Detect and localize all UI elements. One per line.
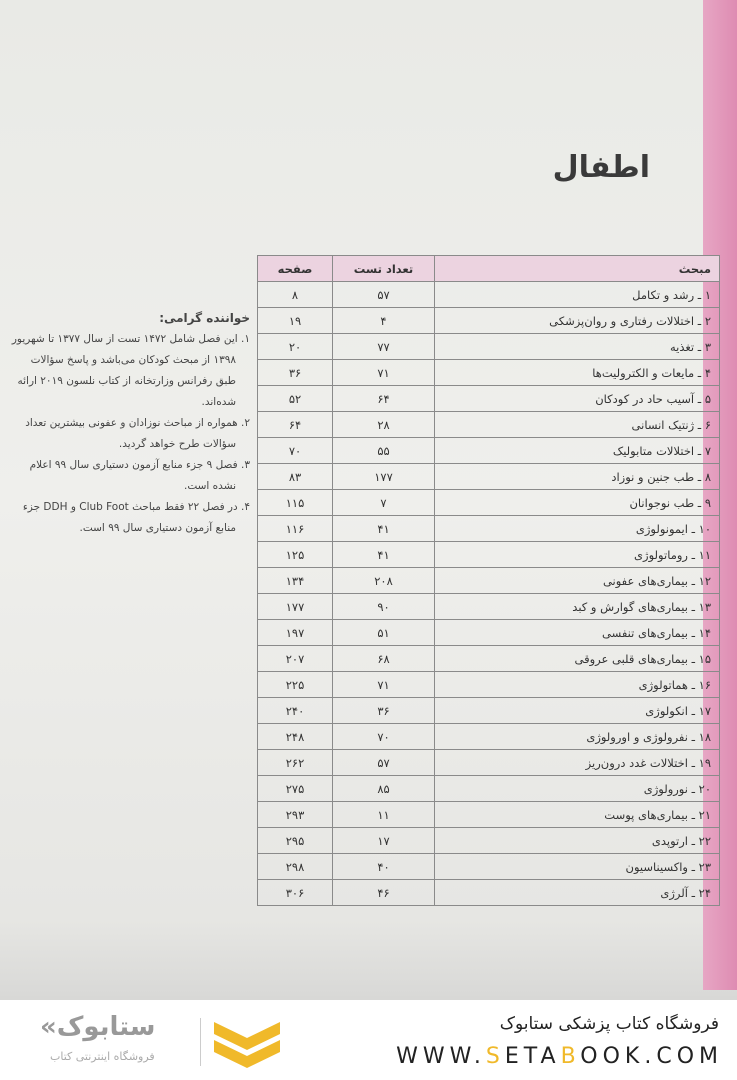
cell-topic: ۱۶ ـ هماتولوژی [435,672,720,698]
cell-topic: ۲۳ ـ واکسیناسیون [435,854,720,880]
table-row [258,698,720,724]
cell-topic: ۱۴ ـ بیماری‌های تنفسی [435,620,720,646]
cell-topic: ۱۲ ـ بیماری‌های عفونی [435,568,720,594]
table-row [258,854,720,880]
store-url[interactable]: WWW.SETABOOK.COM [396,1044,723,1069]
setabook-logo[interactable] [40,1012,290,1072]
cell-count: ۱۱ [333,802,435,828]
table-row [258,880,720,906]
table-row [258,334,720,360]
cell-topic: ۱۸ ـ نفرولوژی و اورولوژی [435,724,720,750]
cell-count: ۴۶ [333,880,435,906]
cell-count: ۴۱ [333,516,435,542]
table-row [258,802,720,828]
cell-topic: ۲۰ ـ نورولوژی [435,776,720,802]
contents-table [257,255,720,906]
cell-page: ۲۹۳ [258,802,333,828]
cell-count: ۷۱ [333,360,435,386]
cell-page: ۸ [258,282,333,308]
table-header [258,256,720,282]
table-row [258,360,720,386]
cell-page: ۱۹ [258,308,333,334]
cell-count: ۴۱ [333,542,435,568]
cell-count: ۱۷ [333,828,435,854]
cell-count: ۵۵ [333,438,435,464]
cell-page: ۸۳ [258,464,333,490]
table-row [258,282,720,308]
table-row [258,594,720,620]
cell-count: ۹۰ [333,594,435,620]
cell-topic: ۳ ـ تغذیه [435,334,720,360]
note-line: ۲. همواره از مباحث نوزادان و عفونی بیشترین تعداد [25,417,250,429]
cell-page: ۱۱۵ [258,490,333,516]
cell-topic: ۱۹ ـ اختلالات غدد درون‌ریز [435,750,720,776]
cell-count: ۳۶ [333,698,435,724]
cell-count: ۶۸ [333,646,435,672]
cell-page: ۵۲ [258,386,333,412]
logo-divider [200,1018,201,1066]
cell-page: ۲۷۵ [258,776,333,802]
cell-topic: ۱۵ ـ بیماری‌های قلبی عروقی [435,646,720,672]
cell-page: ۱۳۴ [258,568,333,594]
cell-count: ۷۷ [333,334,435,360]
cell-count: ۷۰ [333,724,435,750]
cell-topic: ۲ ـ اختلالات رفتاری و روان‌پزشکی [435,308,720,334]
note-line: منابع آزمون دستیاری سال ۹۹ است. [79,522,236,534]
table-row [258,646,720,672]
table-row [258,724,720,750]
cell-count: ۵۷ [333,750,435,776]
note-line: ۱. این فصل شامل ۱۴۷۲ تست از سال ۱۳۷۷ تا شهریور [11,333,250,345]
cell-topic: ۱۰ ـ ایمونولوژی [435,516,720,542]
cell-topic: ۱۳ ـ بیماری‌های گوارش و کبد [435,594,720,620]
note-line: ۴. در فصل ۲۲ فقط مباحث Club Foot و DDH جزء [22,501,250,513]
table-row [258,516,720,542]
cell-page: ۲۲۵ [258,672,333,698]
cell-topic: ۹ ـ طب نوجوانان [435,490,720,516]
cell-page: ۲۰ [258,334,333,360]
cell-page: ۳۶ [258,360,333,386]
reader-notes [0,308,250,539]
cell-count: ۶۴ [333,386,435,412]
note-line: ۱۳۹۸ از مبحث کودکان می‌باشد و پاسخ سؤالات [30,354,236,366]
cell-page: ۱۷۷ [258,594,333,620]
cell-page: ۷۰ [258,438,333,464]
cell-page: ۲۹۸ [258,854,333,880]
table-row [258,412,720,438]
header-topic: مبحث [435,256,720,282]
logo-subtitle: فروشگاه اینترنتی کتاب [50,1050,155,1063]
cell-page: ۱۹۷ [258,620,333,646]
header-count: تعداد تست [333,256,435,282]
cell-page: ۲۴۰ [258,698,333,724]
chapter-title: اطفال [552,150,650,185]
chevron-logo-icon [212,1018,282,1068]
cell-topic: ۸ ـ طب جنین و نوزاد [435,464,720,490]
notes-heading: خواننده گرامی: [159,311,250,325]
table-row [258,828,720,854]
cell-page: ۲۹۵ [258,828,333,854]
cell-count: ۱۷۷ [333,464,435,490]
table-row [258,776,720,802]
footer-banner [0,1000,737,1080]
cell-topic: ۵ ـ آسیب حاد در کودکان [435,386,720,412]
logo-wordmark: «ستابوک [40,1012,156,1042]
cell-count: ۸۵ [333,776,435,802]
table-row [258,490,720,516]
note-line: طبق رفرانس وزارتخانه از کتاب نلسون ۲۰۱۹ ارائه [17,375,236,387]
cell-topic: ۲۲ ـ ارتوپدی [435,828,720,854]
cell-topic: ۱ ـ رشد و تکامل [435,282,720,308]
cell-page: ۱۱۶ [258,516,333,542]
table-row [258,568,720,594]
cell-count: ۴ [333,308,435,334]
table-row [258,464,720,490]
store-name: فروشگاه کتاب پزشکی ستابوک [499,1014,719,1034]
cell-topic: ۶ ـ ژنتیک انسانی [435,412,720,438]
table-row [258,620,720,646]
cell-count: ۵۱ [333,620,435,646]
cell-topic: ۲۱ ـ بیماری‌های پوست [435,802,720,828]
cell-count: ۲۰۸ [333,568,435,594]
cell-page: ۲۶۲ [258,750,333,776]
note-line: نشده است. [183,480,236,492]
header-page: صفحه [258,256,333,282]
cell-page: ۲۰۷ [258,646,333,672]
note-line: ۳. فصل ۹ جزء منابع آزمون دستیاری سال ۹۹ اعلام [29,459,250,471]
cell-topic: ۷ ـ اختلالات متابولیک [435,438,720,464]
cell-topic: ۱۷ ـ انکولوژی [435,698,720,724]
table-row [258,672,720,698]
cell-count: ۷۱ [333,672,435,698]
note-line: سؤالات طرح خواهد گردید. [118,438,236,450]
cell-count: ۴۰ [333,854,435,880]
cell-count: ۲۸ [333,412,435,438]
cell-page: ۶۴ [258,412,333,438]
table-row [258,750,720,776]
cell-count: ۷ [333,490,435,516]
cell-topic: ۲۴ ـ آلرژی [435,880,720,906]
table-row [258,386,720,412]
cell-topic: ۱۱ ـ روماتولوژی [435,542,720,568]
cell-page: ۳۰۶ [258,880,333,906]
cell-topic: ۴ ـ مایعات و الکترولیت‌ها [435,360,720,386]
table-row [258,542,720,568]
cell-page: ۲۴۸ [258,724,333,750]
table-row [258,438,720,464]
table-row [258,308,720,334]
note-line: شده‌اند. [201,396,236,408]
cell-page: ۱۲۵ [258,542,333,568]
cell-count: ۵۷ [333,282,435,308]
